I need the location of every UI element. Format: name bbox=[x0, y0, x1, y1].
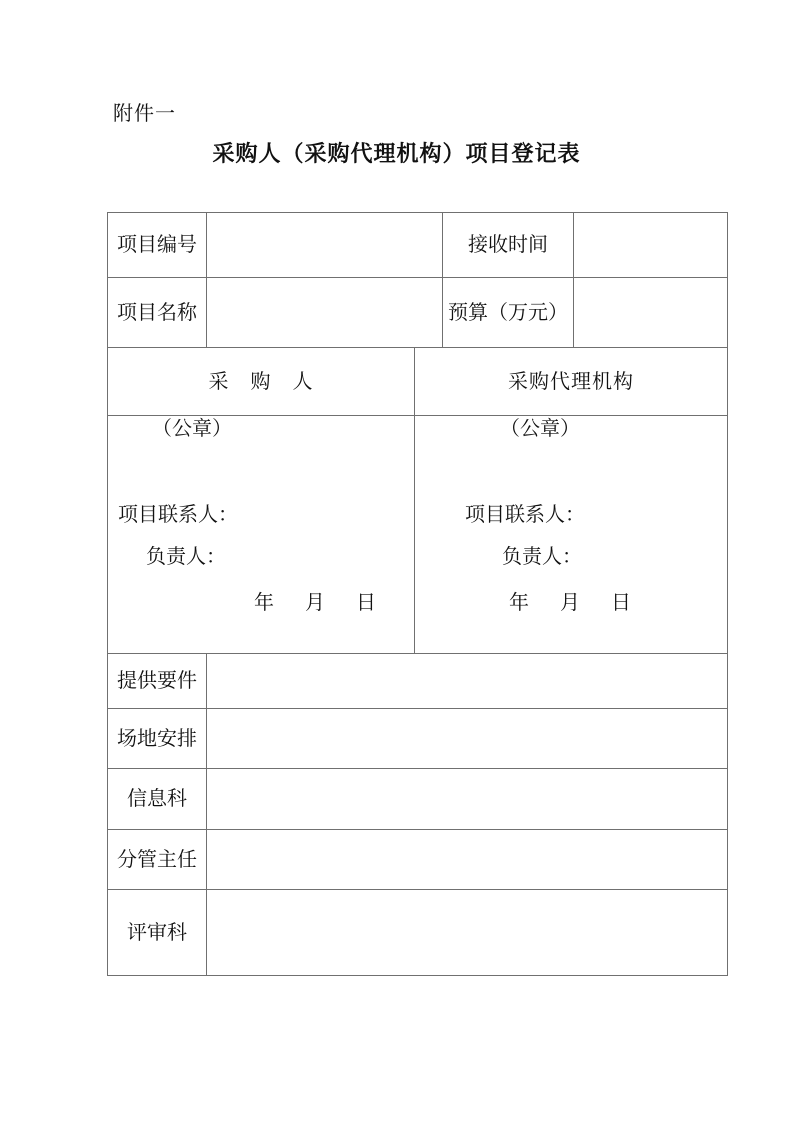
budget-field bbox=[574, 278, 728, 348]
purchaser-contact-label: 项目联系人： bbox=[118, 504, 238, 526]
agency-sign-cell bbox=[415, 416, 728, 654]
receive-time-field bbox=[574, 213, 728, 278]
registration-table bbox=[107, 212, 728, 976]
project-number-label: 项目编号 bbox=[108, 213, 207, 278]
information-section-label: 信息科 bbox=[108, 769, 207, 830]
purchaser-header: 采 购 人 bbox=[108, 348, 415, 416]
budget-label: 预算（万元） bbox=[443, 278, 574, 348]
agency-principal-label: 负责人： bbox=[502, 546, 582, 568]
table-row-venue-arrangement bbox=[108, 709, 728, 769]
purchaser-principal-label: 负责人： bbox=[146, 546, 226, 568]
table-row-required-documents bbox=[108, 654, 728, 709]
project-number-field bbox=[207, 213, 443, 278]
purchaser-sign-cell bbox=[108, 416, 415, 654]
agency-date-line: 年 月 日 bbox=[509, 592, 633, 614]
venue-arrangement-field bbox=[207, 709, 728, 769]
review-section-field bbox=[207, 890, 728, 976]
table-row-signatures bbox=[108, 416, 728, 654]
review-section-label: 评审科 bbox=[108, 890, 207, 976]
table-row-director-in-charge bbox=[108, 830, 728, 890]
project-name-label: 项目名称 bbox=[108, 278, 207, 348]
director-in-charge-label: 分管主任 bbox=[108, 830, 207, 890]
project-name-field bbox=[207, 278, 443, 348]
agency-contact-label: 项目联系人： bbox=[465, 504, 585, 526]
table-row-project-number bbox=[108, 213, 728, 278]
director-in-charge-field bbox=[207, 830, 728, 890]
table-row-party-header bbox=[108, 348, 728, 416]
information-section-field bbox=[207, 769, 728, 830]
receive-time-label: 接收时间 bbox=[443, 213, 574, 278]
agency-header: 采购代理机构 bbox=[415, 348, 728, 416]
agency-seal-placeholder: （公章） bbox=[500, 418, 580, 440]
venue-arrangement-label: 场地安排 bbox=[108, 709, 207, 769]
table-row-information-section bbox=[108, 769, 728, 830]
attachment-label: 附件一 bbox=[113, 103, 176, 125]
required-documents-field bbox=[207, 654, 728, 709]
table-row-project-name bbox=[108, 278, 728, 348]
page-title: 采购人（采购代理机构）项目登记表 bbox=[212, 141, 581, 166]
table-row-review-section bbox=[108, 890, 728, 976]
purchaser-seal-placeholder: （公章） bbox=[152, 418, 232, 440]
required-documents-label: 提供要件 bbox=[108, 654, 207, 709]
purchaser-date-line: 年 月 日 bbox=[254, 592, 378, 614]
